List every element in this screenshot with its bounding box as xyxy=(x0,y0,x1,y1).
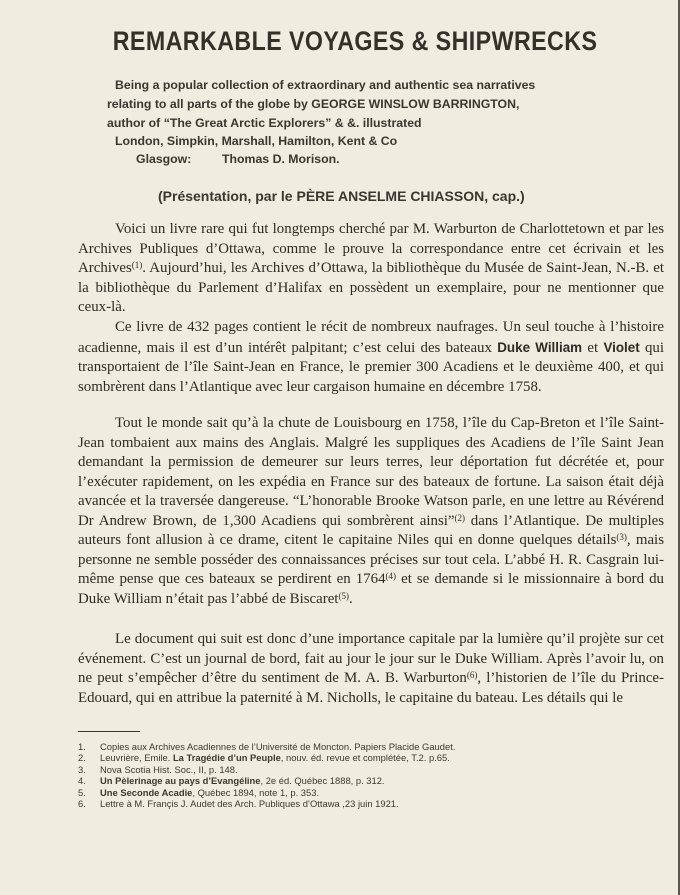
footnote-ref-3: (3) xyxy=(616,532,627,543)
paragraph-1: Voici un livre rare qui fut longtemps cherché par M. Warburton de Charlottetown et par les Archives Publiques d’Ottawa, comme le prouve la correspondance entre cet écrivain et les Archives$^{(1)}$. Aujourd’hui, les Archives d’Ottawa, la bibliothèque du Musée de Saint-Jean, N.-B. et la bibliothèque du Parlement d’Halifax en possèdent un exemplaire, pour ne mentionner que ceux-là. xyxy=(78,221,664,316)
ship-name: Violet xyxy=(603,339,640,355)
footnote: 2. Leuvrière, Emile. La Tragédie d’un Peuple, nouv. éd. revue et complétée, T.2. p.65. xyxy=(78,752,450,764)
footnote: 1. Copies aux Archives Acadiennes de l’Université de Moncton. Papiers Placide Gaudet. xyxy=(78,741,456,752)
ship-name: Duke William xyxy=(497,339,583,355)
glasgow-label: Glasgow: xyxy=(136,152,192,166)
header-line-3: author of “The Great Arctic Explorers” & &. illustrated xyxy=(107,116,422,130)
footnote-ref-4: (4) xyxy=(385,571,397,582)
footnote: 4. Un Pèlerinage au pays d’Evangéline, 2e éd. Québec 1888, p. 312. xyxy=(78,775,385,787)
footnote: 5. Une Seconde Acadie, Québec 1894, note 1, p. 353. xyxy=(78,786,320,798)
footnote-divider xyxy=(78,731,140,732)
footnotes xyxy=(78,741,455,809)
paragraph-2: Ce livre de 432 pages contient le récit de nombreux naufrages. Un seul touche à l’histoire acadienne, mais il est d’un intérêt palpitant; c’est celui des bateaux Duke William et Violet qui transportaient de l’île Saint-Jean en France, le premier 300 Acadiens et le deuxième 400, et qui sombrèrent dans l’Atlantique avec leur cargaison humaine en décembre 1758. xyxy=(78,319,664,395)
footnote-ref-1: (1) xyxy=(131,260,143,271)
publisher-line: London, Simpkin, Marshall, Hamilton, Kent & Co xyxy=(115,134,398,148)
paragraph-3: Tout le monde sait qu’à la chute de Louisbourg en 1758, l’île du Cap-Breton et l’île Saint-Jean tombaient aux mains des Anglais. Malgré les suppliques des Acadiens de l’île Saint Jean demandant la permission de demeurer sur leurs terres, leur déportation fut décrétée et, pour l’exécuter rapidement, on les expédia en France sur des bateaux de fortune. La saison était déjà avancée et la traversée dangereuse. “L’honorable Brooke Watson parle, en une lettre au Révérend Dr Andrew Brown, de 1,300 Acadiens qui sombrèrent ainsi”$^{(2)}$ dans l’Atlantique. De multiples auteurs font allusion à ce drame, citent le capitaine Niles qui en donne quelques détails$^{(3)}$, mais personne ne semble posséder des connaissances précises sur tout cela. L’abbé H. R. Casgrain lui-même pense que ces bateaux se perdirent en 1764$^{(4)}$ et se demande si le missionnaire à bord du Duke William n’était pas l’abbé de Biscaret$^{(5)}$. xyxy=(78,415,665,607)
footnote-ref-5: (5) xyxy=(338,590,349,601)
page-title: REMARKABLE VOYAGES & SHIPWRECKS xyxy=(112,26,598,56)
presentation-heading: (Présentation, par le PÈRE ANSELME CHIASSON, cap.) xyxy=(158,188,525,204)
paragraph-4: Le document qui suit est donc d’une importance capitale par la lumière qu’il projète sur cet événement. C’est un journal de bord, fait au jour le jour sur le Duke William. Après l’avoir lu, on ne peut s’empêcher d’être du sentiment de M. A. B. Warburton$^{(6)}$, l’historien de l’île du Prince-Edouard, qui en attribue la paternité à M. Nicholls, le capitaine du bateau. Les détails qui le xyxy=(78,631,664,706)
glasgow-publisher: Thomas D. Morison. xyxy=(222,152,340,166)
footnote: 3. Nova Scotia Hist. Soc., II, p. 148. xyxy=(78,763,238,775)
footnote-ref-6: (6) xyxy=(466,670,478,681)
footnote: 6. Lettre à M. Françis J. Audet des Arch. Publiques d’Ottawa ,23 juin 1921. xyxy=(78,798,399,810)
header-line-1: Being a popular collection of extraordinary and authentic sea narratives xyxy=(115,78,536,92)
footnote-ref-2: (2) xyxy=(454,512,465,523)
header-line-2: relating to all parts of the globe by GEORGE WINSLOW BARRINGTON, xyxy=(107,97,520,111)
